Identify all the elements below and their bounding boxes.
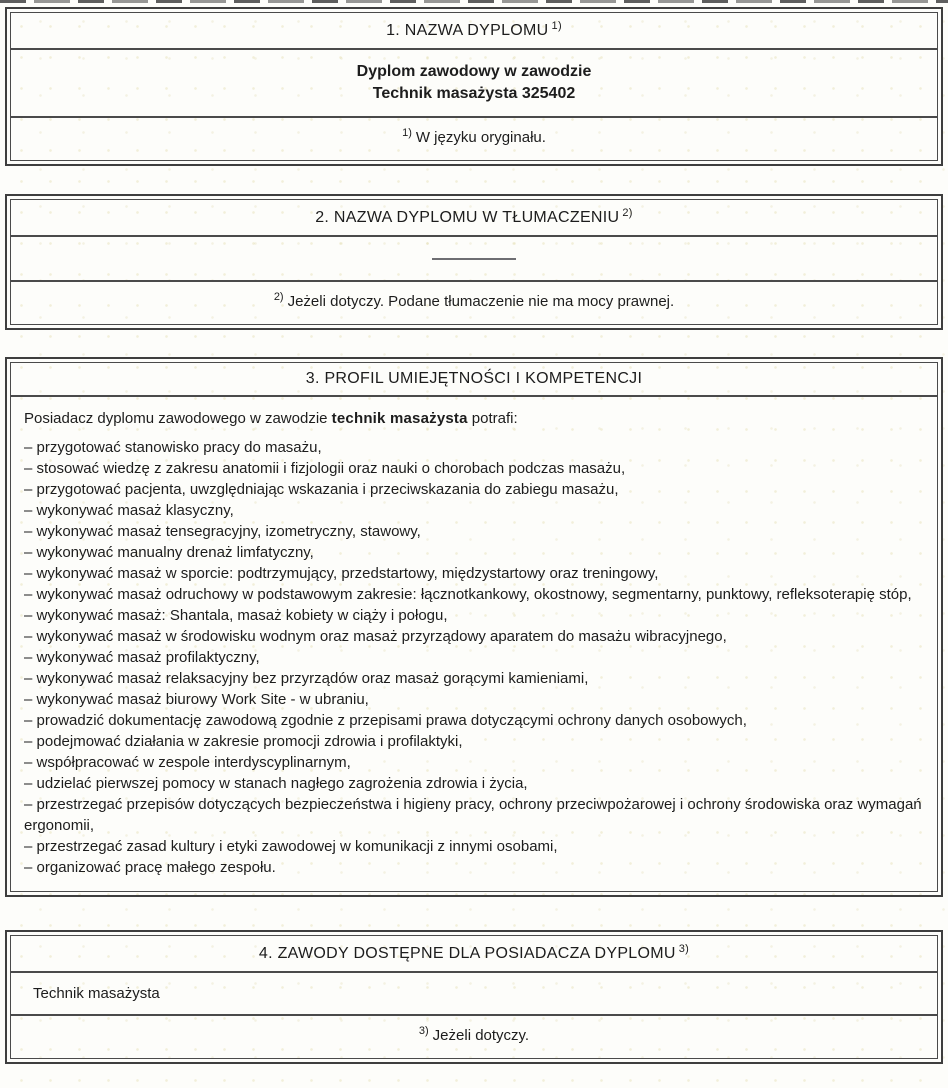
skills-list: [24, 437, 924, 878]
footnote-ref-2: 2): [622, 206, 633, 219]
skill-item: – wykonywać masaż w sporcie: podtrzymujący, przedstartowy, międzystartowy oraz treningowy,: [24, 565, 659, 582]
skill-item: – wykonywać masaż w środowisku wodnym oraz masaż przyrządowy aparatem do masażu wibracyjnego,: [24, 628, 727, 645]
section-profil-umiejetnosci: [5, 357, 943, 897]
footnote-3-text: Jeżeli dotyczy.: [432, 1027, 530, 1044]
skill-item: – wykonywać masaż klasyczny,: [24, 502, 234, 519]
skill-item: – wykonywać masaż tensegracyjny, izometryczny, stawowy,: [24, 523, 421, 540]
section-gap: [5, 166, 943, 194]
section-4-title-text: 4. ZAWODY DOSTĘPNE DLA POSIADACZA DYPLOMU: [258, 945, 676, 962]
skill-item: – stosować wiedzę z zakresu anatomii i fizjologii oraz nauki o chorobach podczas masażu,: [24, 460, 626, 477]
skill-item: – przestrzegać zasad kultury i etyki zawodowej w komunikacji z innymi osobami,: [24, 838, 558, 855]
footnote-3: [11, 1016, 937, 1058]
skills-intro-prefix: Posiadacz dyplomu zawodowego w zawodzie: [24, 410, 332, 427]
footnote-3-ref: 3): [418, 1025, 429, 1037]
section-1-title-text: 1. NAZWA DYPLOMU: [386, 22, 549, 39]
footnote-1-text: W języku oryginału.: [415, 129, 546, 146]
section-nazwa-dyplomu: [5, 7, 943, 166]
section-3-title: [11, 363, 937, 397]
skills-intro: [24, 408, 924, 429]
section-2-title: [11, 200, 937, 237]
skill-item: – podejmować działania w zakresie promocji zdrowia i profilaktyki,: [24, 733, 463, 750]
skill-item: – prowadzić dokumentację zawodową zgodnie z przepisami prawa dotyczącymi ochrony danych osobowych,: [24, 712, 747, 729]
footnote-2-ref: 2): [273, 291, 284, 303]
section-nazwa-dyplomu-w-tlumaczeniu: [5, 194, 943, 330]
section-1-title: [11, 13, 937, 50]
skill-item: – wykonywać masaż: Shantala, masaż kobiety w ciąży i połogu,: [24, 607, 448, 624]
footnote-ref-3: 3): [678, 942, 690, 955]
skill-item: – wykonywać masaż biurowy Work Site - w ubraniu,: [24, 691, 369, 708]
footnote-2: [11, 282, 937, 324]
footnote-ref-1: 1): [551, 19, 562, 32]
diploma-name-line-1: Dyplom zawodowy w zawodzie: [356, 63, 592, 80]
footnote-1: [11, 118, 937, 160]
footnote-2-text: Jeżeli dotyczy. Podane tłumaczenie nie ma mocy prawnej.: [287, 293, 675, 310]
skill-item: – współpracować w zespole interdyscyplinarnym,: [24, 754, 351, 771]
skills-intro-occupation: technik masażysta: [331, 410, 468, 427]
skill-item: – wykonywać masaż odruchowy w podstawowym zakresie: łącznotkankowy, okostnowy, segmentarny, punktowy, refleksoterapię stóp,: [24, 586, 912, 603]
skill-item: – przygotować pacjenta, uwzględniając wskazania i przeciwskazania do zabiegu masażu,: [24, 481, 619, 498]
skill-item: – organizować pracę małego zespołu.: [24, 859, 276, 876]
section-gap: [5, 897, 943, 930]
skill-item: – przestrzegać przepisów dotyczących bezpieczeństwa i higieny pracy, ochrony przeciwpożarowej i ochrony środowiska oraz wymagań ergonomii,: [24, 796, 922, 834]
empty-value-dash: [432, 258, 516, 260]
skills-intro-suffix: potrafi:: [467, 410, 518, 427]
section-2-title-text: 2. NAZWA DYPLOMU W TŁUMACZENIU: [315, 209, 620, 226]
diploma-name-line-2: Technik masażysta 325402: [372, 85, 576, 102]
skill-item: – wykonywać manualny drenaż limfatyczny,: [24, 544, 314, 561]
footnote-1-ref: 1): [402, 127, 412, 139]
skill-item: – wykonywać masaż relaksacyjny bez przyrządów oraz masaż gorącymi kamieniami,: [24, 670, 589, 687]
translation-empty-row: [11, 237, 937, 282]
diploma-supplement-page: [0, 3, 948, 1070]
diploma-name: [11, 50, 937, 118]
scan-edge-artifact: [0, 0, 948, 3]
skill-item: – przygotować stanowisko pracy do masażu,: [24, 439, 322, 456]
accessible-occupation: Technik masażysta: [11, 973, 937, 1016]
skill-item: – wykonywać masaż profilaktyczny,: [24, 649, 260, 666]
section-zawody-dostepne: [5, 930, 943, 1064]
section-3-title-text: 3. PROFIL UMIEJĘTNOŚCI I KOMPETENCJI: [305, 370, 643, 387]
section-4-title: [11, 936, 937, 973]
skill-item: – udzielać pierwszej pomocy w stanach nagłego zagrożenia zdrowia i życia,: [24, 775, 528, 792]
section-gap: [5, 330, 943, 357]
skills-body: [11, 397, 937, 891]
